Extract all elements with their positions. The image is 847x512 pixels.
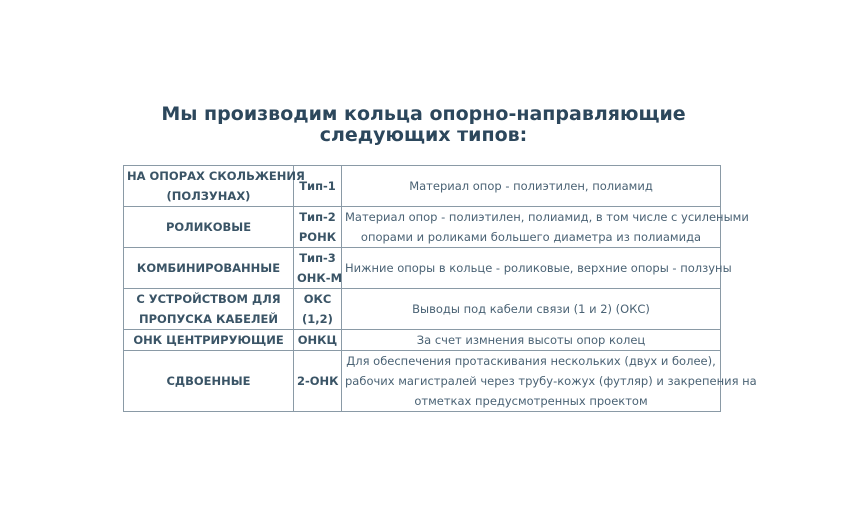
ring-types-table: [123, 165, 757, 412]
ring-description-text: опорами и роликами большего диаметра из полиамида: [360, 230, 702, 244]
ring-type-text: ОНК-М: [297, 271, 343, 285]
ring-description-text: Выводы под кабели связи (1 и 2) (ОКС): [412, 302, 650, 316]
ring-type-text: Тип-1: [299, 179, 336, 193]
ring-type-text: РОНК: [298, 230, 337, 244]
ring-name-text: (ПОЛЗУНАХ): [166, 189, 251, 203]
ring-name-text: С УСТРОЙСТВОМ ДЛЯ: [136, 292, 281, 306]
ring-name-cell: [124, 351, 294, 412]
ring-name-text: ПРОПУСКА КАБЕЛЕЙ: [138, 312, 279, 326]
ring-description-cell: [342, 166, 721, 207]
table-row: [124, 166, 721, 207]
ring-type-cell: [294, 330, 342, 351]
ring-description-cell: [342, 248, 732, 289]
ring-name-text: СДВОЕННЫЕ: [166, 374, 251, 388]
ring-type-cell: [294, 351, 342, 412]
page-heading-line-1: Мы производим кольца опорно-направляющие: [161, 103, 686, 125]
page-heading-line-2: следующих типов:: [319, 124, 528, 146]
table-row: [124, 330, 721, 351]
ring-type-text: Тип-2: [299, 210, 336, 224]
ring-name-cell: [124, 207, 294, 248]
ring-description-text: За счет измнения высоты опор колец: [416, 333, 646, 347]
table-row: [124, 248, 721, 289]
ring-name-text: НА ОПОРАХ СКОЛЬЖЕНИЯ: [127, 169, 305, 183]
ring-type-cell: [294, 289, 342, 330]
ring-description-text: Материал опор - полиэтилен, полиамид, в том числе с усилеными: [345, 210, 749, 224]
ring-name-text: ОНК ЦЕНТРИРУЮЩИЕ: [133, 333, 284, 347]
ring-description-cell: [342, 330, 721, 351]
page-heading: [0, 104, 847, 146]
ring-type-text: ОКС: [303, 292, 332, 306]
table-row: [124, 351, 721, 412]
table-row: [124, 289, 721, 330]
ring-name-cell: [124, 289, 294, 330]
ring-type-text: (1,2): [302, 312, 333, 326]
ring-name-cell: [124, 248, 294, 289]
ring-name-cell: [124, 166, 305, 207]
ring-description-cell: [342, 289, 721, 330]
ring-description-cell: [342, 207, 749, 248]
ring-description-text: Материал опор - полиэтилен, полиамид: [409, 179, 653, 193]
ring-name-text: РОЛИКОВЫЕ: [165, 220, 252, 234]
ring-name-cell: [124, 330, 294, 351]
ring-type-cell: [294, 207, 342, 248]
ring-description-cell: [342, 351, 757, 412]
ring-type-text: Тип-3: [299, 251, 336, 265]
ring-type-cell: [294, 248, 342, 289]
ring-description-text: Нижние опоры в кольце - роликовые, верхние опоры - ползуны: [345, 261, 732, 275]
ring-type-text: ОНКЦ: [297, 333, 338, 347]
ring-description-text: Для обеспечения протаскивания нескольких (двух и более),: [346, 354, 716, 368]
table-row: [124, 207, 721, 248]
ring-description-text: отметках предусмотренных проектом: [414, 394, 648, 408]
ring-description-text: рабочих магистралей через трубу-кожух (футляр) и закрепения на: [345, 374, 757, 388]
ring-name-text: КОМБИНИРОВАННЫЕ: [136, 261, 281, 275]
ring-type-text: 2-ОНК: [297, 374, 339, 388]
